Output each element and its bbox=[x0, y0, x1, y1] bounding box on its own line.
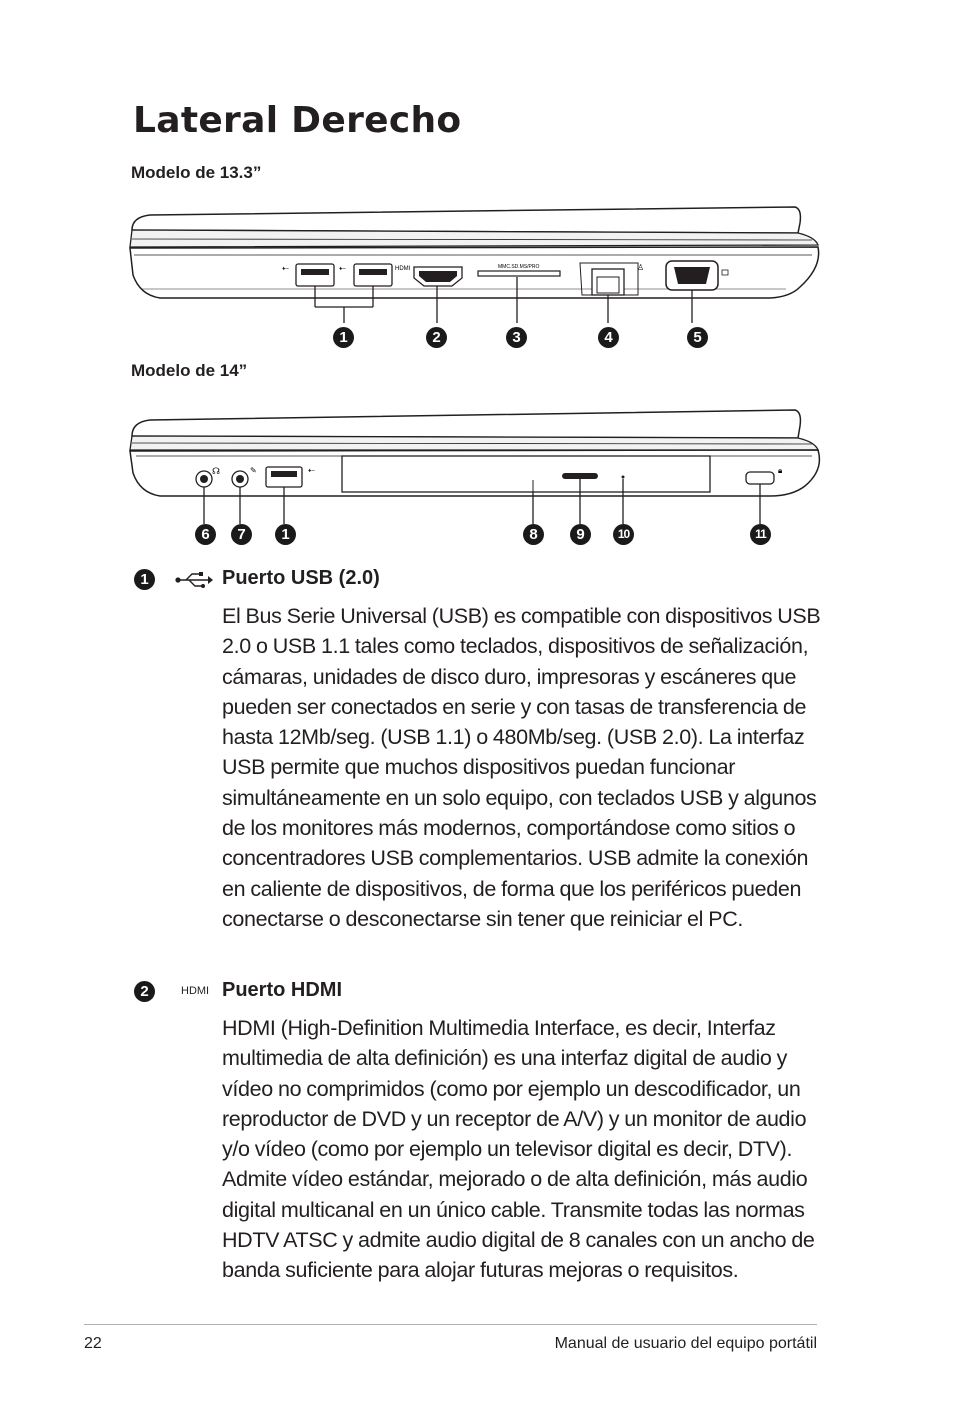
laptop-14-right-side-diagram bbox=[0, 398, 954, 538]
model-14-heading: Modelo de 14” bbox=[131, 361, 248, 380]
model-13-heading: Modelo de 13.3” bbox=[131, 163, 262, 182]
callout-9: 9 bbox=[570, 524, 591, 545]
callout-5: 5 bbox=[687, 327, 708, 348]
svg-text:⇠: ⇠ bbox=[282, 264, 289, 273]
item-1-heading: Puerto USB (2.0) bbox=[222, 567, 380, 589]
callout-2: 2 bbox=[426, 327, 447, 348]
footer-rule bbox=[84, 1324, 817, 1325]
callout-1: 1 bbox=[333, 327, 354, 348]
callout-1b: 1 bbox=[275, 524, 296, 545]
callout-11: 11 bbox=[750, 524, 771, 545]
item-1-body: El Bus Serie Universal (USB) es compatible con dispositivos USB 2.0 o USB 1.1 tales como teclados, dispositivos de señalización, cámaras, unidades de disco duro, impresoras y escáneres que pueden ser conectados en serie y con tasas de transferencia de hasta 12Mb/seg. (USB 1.1) o 480Mb/seg. (USB 2.0). La interfaz USB permite que muchos dispositivos puedan funcionar simultáneamente en un solo equipo, con teclados USB y algunos de los monitores más modernos, comportándose como sitios o concentradores USB complementarios. USB admite la conexión en caliente de dispositivos, de forma que los periféricos pueden conectarse o desconectarse sin tener que reiniciar el PC. bbox=[222, 604, 821, 931]
svg-text:✎: ✎ bbox=[250, 466, 257, 475]
callout-4: 4 bbox=[598, 327, 619, 348]
svg-text:⇠: ⇠ bbox=[339, 264, 346, 273]
item-2-number: 2 bbox=[134, 981, 155, 1002]
page-title: Lateral Derecho bbox=[133, 100, 462, 141]
manual-title: Manual de usuario del equipo portátil bbox=[554, 1335, 817, 1352]
card-reader-label: MMC.SD.MS/PRO bbox=[498, 264, 540, 270]
svg-text:☊: ☊ bbox=[212, 467, 220, 477]
item-2-heading: Puerto HDMI bbox=[222, 979, 342, 1001]
hdmi-port-label: HDMI bbox=[395, 266, 411, 272]
callout-10: 10 bbox=[613, 524, 634, 545]
callout-8: 8 bbox=[523, 524, 544, 545]
hdmi-icon: HDMI bbox=[181, 985, 210, 997]
item-1-number: 1 bbox=[134, 569, 155, 590]
svg-text:⇠: ⇠ bbox=[308, 466, 315, 475]
page-number: 22 bbox=[84, 1335, 102, 1352]
callout-6: 6 bbox=[195, 524, 216, 545]
callout-3: 3 bbox=[506, 327, 527, 348]
callout-7: 7 bbox=[231, 524, 252, 545]
svg-text:♙: ♙ bbox=[637, 263, 645, 272]
svg-text:🔒︎: 🔒︎ bbox=[778, 466, 783, 475]
item-2-body: HDMI (High-Definition Multimedia Interface, es decir, Interfaz multimedia de alta definición) es una interfaz digital de audio y vídeo no comprimidos (como por ejemplo un descodificador, un reproductor de DVD y un receptor de A/V) y un monitor de audio y/o vídeo (como por ejemplo un televisor digital es decir, DTV). Admite vídeo estándar, mejorado o de alta definición, más audio digital multicanal en un único cable. Transmite todas las normas HDTV ATSC y admite audio digital de 8 canales con un ancho de banda suficiente para alojar futuras mejoras o requisitos. bbox=[222, 1016, 815, 1283]
usb-icon bbox=[174, 570, 214, 590]
